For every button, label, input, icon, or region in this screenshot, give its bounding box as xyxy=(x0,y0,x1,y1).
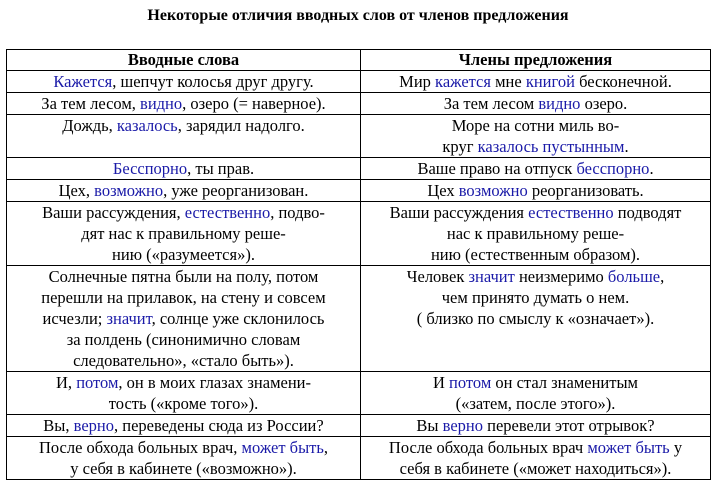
highlighted-word: значит xyxy=(106,309,152,328)
header-introductory-words: Вводные слова xyxy=(7,50,361,71)
cell-text: дят нас к правильному реше- xyxy=(81,224,286,243)
cell-text: озеро. xyxy=(580,94,628,113)
cell-text: исчезли; xyxy=(42,309,107,328)
highlighted-word: потом xyxy=(76,373,119,392)
cell-text: . xyxy=(624,137,629,156)
cell-line xyxy=(11,71,356,92)
cell-text: Ваши рассуждения xyxy=(389,203,529,222)
cell-line xyxy=(11,437,356,458)
table-row xyxy=(7,372,711,415)
cell-text: следовательно», «стало быть»). xyxy=(73,351,294,370)
cell-text: Вы, xyxy=(43,416,74,435)
cell-text: перешли на прилавок, на стену и совсем xyxy=(41,288,326,307)
cell-line xyxy=(11,287,356,308)
cell-line xyxy=(365,458,706,479)
table-row xyxy=(7,180,711,202)
highlighted-word: книгой xyxy=(525,72,575,91)
cell-text: за полдень (синонимично словам xyxy=(66,330,301,349)
introductory-word-cell xyxy=(7,180,361,202)
cell-text: . xyxy=(649,159,654,178)
introductory-word-cell xyxy=(7,415,361,437)
cell-text: круг xyxy=(442,137,478,156)
cell-line xyxy=(11,393,356,414)
header-row xyxy=(7,50,711,71)
introductory-word-cell xyxy=(7,437,361,480)
cell-text: Мир xyxy=(399,72,436,91)
cell-text: Вы xyxy=(416,416,443,435)
cell-line xyxy=(365,158,706,179)
cell-line xyxy=(11,93,356,114)
cell-text: неизмеримо xyxy=(514,267,608,286)
introductory-word-cell xyxy=(7,115,361,158)
sentence-member-cell xyxy=(361,202,711,266)
cell-line xyxy=(365,223,706,244)
sentence-member-cell xyxy=(361,158,711,180)
cell-text: Цех xyxy=(427,181,459,200)
highlighted-word: верно xyxy=(442,416,483,435)
cell-line xyxy=(365,136,706,157)
cell-line xyxy=(365,393,706,414)
highlighted-word: верно xyxy=(73,416,114,435)
cell-text: у себя в кабинете («возможно»). xyxy=(70,459,297,478)
cell-line xyxy=(11,223,356,244)
introductory-word-cell xyxy=(7,202,361,266)
highlighted-word: бесспорно xyxy=(576,159,650,178)
table-body xyxy=(7,71,711,480)
table-row xyxy=(7,202,711,266)
highlighted-word: может быть xyxy=(587,438,670,457)
table-row xyxy=(7,158,711,180)
cell-line xyxy=(11,329,356,350)
cell-text: он стал знаменитым xyxy=(491,373,638,392)
highlighted-word: больше xyxy=(607,267,661,286)
cell-text: , солнце уже склонилось xyxy=(151,309,325,328)
highlighted-word: казалось пустынным xyxy=(477,137,625,156)
cell-text: бесконечной. xyxy=(574,72,672,91)
cell-text: нас к правильному реше- xyxy=(446,224,625,243)
cell-text: , переведены сюда из России? xyxy=(113,416,324,435)
cell-line xyxy=(365,202,706,223)
highlighted-word: может быть xyxy=(241,438,324,457)
highlighted-word: возможно xyxy=(458,181,528,200)
cell-text: Человек xyxy=(406,267,469,286)
cell-text: реорганизовать. xyxy=(527,181,644,200)
highlighted-word: казалось xyxy=(116,116,178,135)
cell-text: Солнечные пятна были на полу, потом xyxy=(48,267,319,286)
highlighted-word: Бесспорно xyxy=(112,159,188,178)
cell-line xyxy=(11,458,356,479)
cell-line xyxy=(11,372,356,393)
highlighted-word: Кажется xyxy=(53,72,113,91)
highlighted-word: естественно xyxy=(184,203,271,222)
cell-text: , ты прав. xyxy=(187,159,255,178)
highlighted-word: возможно xyxy=(94,181,164,200)
cell-text: себя в кабинете («может находиться»). xyxy=(399,459,672,478)
cell-line xyxy=(11,180,356,201)
cell-text: И xyxy=(432,373,450,392)
highlighted-word: потом xyxy=(449,373,492,392)
cell-line xyxy=(365,287,706,308)
cell-line xyxy=(365,244,706,265)
introductory-word-cell xyxy=(7,266,361,372)
table-row xyxy=(7,266,711,372)
sentence-member-cell xyxy=(361,372,711,415)
sentence-member-cell xyxy=(361,266,711,372)
cell-line xyxy=(11,350,356,371)
table-row xyxy=(7,93,711,115)
cell-line xyxy=(365,266,706,287)
cell-text: нию (естественным образом). xyxy=(430,245,641,264)
introductory-word-cell xyxy=(7,158,361,180)
cell-text: нию («разумеется»). xyxy=(112,245,255,264)
introductory-word-cell xyxy=(7,93,361,115)
cell-text: За тем лесом xyxy=(443,94,539,113)
cell-line xyxy=(365,372,706,393)
cell-text: подводят xyxy=(613,203,682,222)
cell-text: После обхода больных врач xyxy=(388,438,588,457)
cell-line xyxy=(11,115,356,136)
cell-text: Цех, xyxy=(58,181,95,200)
table-row xyxy=(7,437,711,480)
cell-text: За тем лесом, xyxy=(41,94,141,113)
highlighted-word: значит xyxy=(468,267,515,286)
cell-text: («затем, после этого»). xyxy=(455,394,616,413)
cell-line xyxy=(365,437,706,458)
sentence-member-cell xyxy=(361,115,711,158)
cell-line xyxy=(11,266,356,287)
cell-line xyxy=(365,308,706,329)
cell-text: Ваши рассуждения, xyxy=(42,203,185,222)
table-row xyxy=(7,71,711,93)
highlighted-word: видно xyxy=(140,94,183,113)
cell-text: , озеро (= наверное). xyxy=(182,94,326,113)
cell-text: , xyxy=(660,267,665,286)
cell-line xyxy=(11,244,356,265)
cell-line xyxy=(11,415,356,436)
cell-text: у xyxy=(669,438,683,457)
cell-text: тость («кроме того»). xyxy=(108,394,259,413)
cell-text: , подво- xyxy=(270,203,325,222)
sentence-member-cell xyxy=(361,180,711,202)
cell-text: чем принято думать о нем. xyxy=(441,288,630,307)
header-sentence-members: Члены предложения xyxy=(361,50,711,71)
introductory-word-cell xyxy=(7,71,361,93)
cell-text: Дождь, xyxy=(62,116,117,135)
cell-text: , xyxy=(323,438,329,457)
cell-text: , шепчут колосья друг другу. xyxy=(112,72,314,91)
cell-text: Ваше право на отпуск xyxy=(417,159,577,178)
cell-line xyxy=(365,115,706,136)
cell-line xyxy=(365,180,706,201)
cell-line xyxy=(11,308,356,329)
highlighted-word: кажется xyxy=(435,72,491,91)
page-title: Некоторые отличия вводных слов от членов предложения xyxy=(147,7,569,24)
table-row xyxy=(7,115,711,158)
cell-line xyxy=(365,93,706,114)
sentence-member-cell xyxy=(361,71,711,93)
sentence-member-cell xyxy=(361,93,711,115)
cell-text: , уже реорганизован. xyxy=(163,181,309,200)
highlighted-word: естественно xyxy=(528,203,614,222)
sentence-member-cell xyxy=(361,437,711,480)
cell-line xyxy=(365,71,706,92)
table-row xyxy=(7,415,711,437)
cell-line xyxy=(11,202,356,223)
cell-text: И, xyxy=(56,373,77,392)
cell-line xyxy=(365,415,706,436)
cell-text: перевели этот отрывок? xyxy=(483,416,655,435)
sentence-member-cell xyxy=(361,415,711,437)
comparison-table xyxy=(6,49,711,480)
cell-text: мне xyxy=(490,72,526,91)
cell-text: , зарядил надолго. xyxy=(177,116,305,135)
highlighted-word: видно xyxy=(538,94,581,113)
cell-text: ( близко по смыслу к «означает»). xyxy=(416,309,655,328)
cell-text: Море на сотни миль во- xyxy=(451,116,620,135)
cell-line xyxy=(11,158,356,179)
introductory-word-cell xyxy=(7,372,361,415)
cell-text: После обхода больных врач, xyxy=(38,438,242,457)
cell-text: , он в моих глазах знамени- xyxy=(118,373,311,392)
